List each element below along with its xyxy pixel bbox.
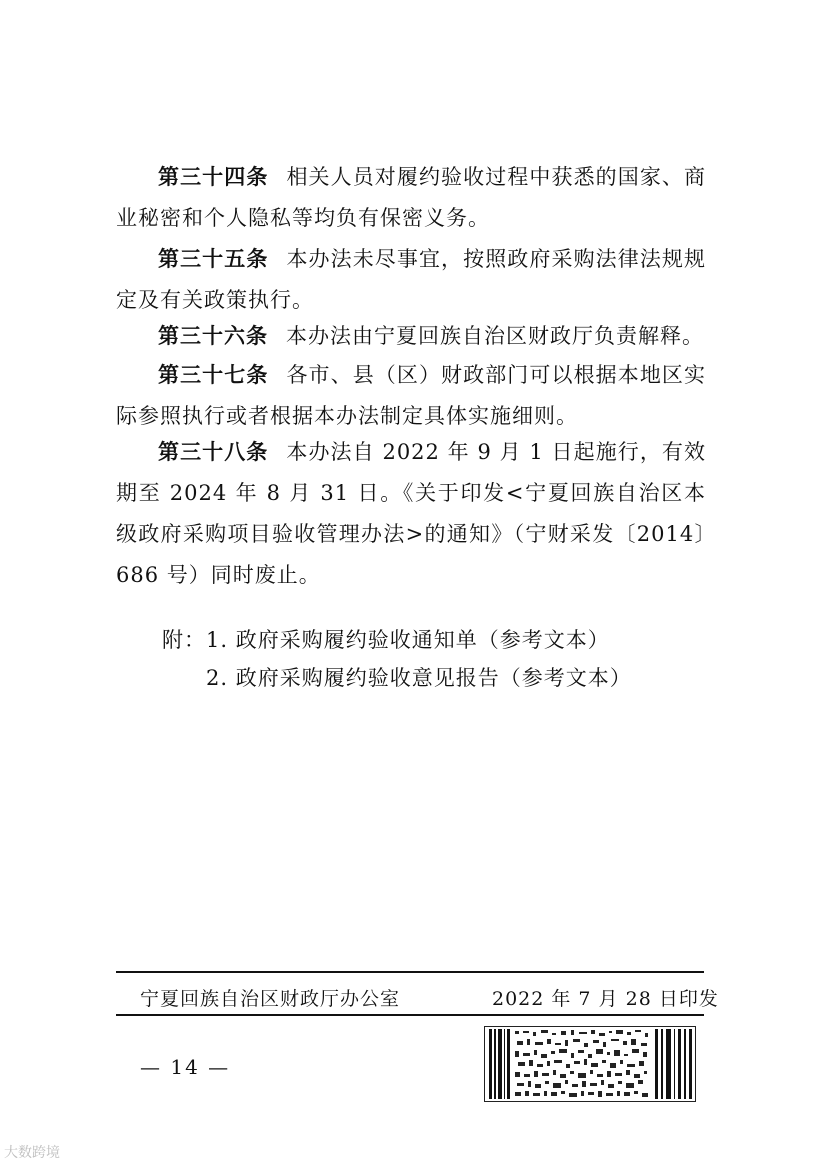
barcode-graphic [485,1027,695,1101]
watermark-text: 大数跨境 [4,1145,60,1161]
article-38 [116,432,706,596]
article-37 [116,355,706,437]
article-text: 本办法未尽事宜，按照政府采购法律法规规定及有关政策执行。 [116,247,707,312]
article-heading: 第三十八条 [158,440,269,464]
article-text: 本办法由宁夏回族自治区财政厅负责解释。 [286,324,704,348]
article-heading: 第三十六条 [158,324,268,348]
attachment-line-1 [162,620,610,660]
article-36 [116,316,706,357]
article-text: 各市、县（区）财政部门可以根据本地区实际参照执行或者根据本办法制定具体实施细则。 [116,363,707,428]
attachment-label: 附： [162,628,206,652]
footer-bottom-rule [116,1014,704,1016]
barcode-image [484,1026,696,1102]
page-number: — 14 — [140,1055,231,1079]
attachment-item: 1. 政府采购履约验收通知单（参考文本） [206,628,610,652]
attachment-item: 2. 政府采购履约验收意见报告（参考文本） [206,666,632,690]
article-text: 本办法自 2022 年 9 月 1 日起施行，有效期至 2024 年 8 月 31 日。《关于印发<宁夏回族自治区本级政府采购项目验收管理办法>的通知》（宁财采发〔2014〕686 号）同时废止。 [116,440,707,587]
article-35 [116,239,706,321]
article-heading: 第三十五条 [158,247,269,271]
article-text: 相关人员对履约验收过程中获悉的国家、商业秘密和个人隐私等均负有保密义务。 [116,165,707,230]
article-heading: 第三十七条 [158,363,269,387]
footer-date: 2022 年 7 月 28 日印发 [492,988,719,1010]
attachment-line-2 [206,658,632,698]
footer-top-rule [116,971,704,973]
article-heading: 第三十四条 [158,165,269,189]
article-34 [116,157,706,239]
footer-issuer: 宁夏回族自治区财政厅办公室 [140,988,401,1010]
watermark-logo [4,1142,60,1162]
